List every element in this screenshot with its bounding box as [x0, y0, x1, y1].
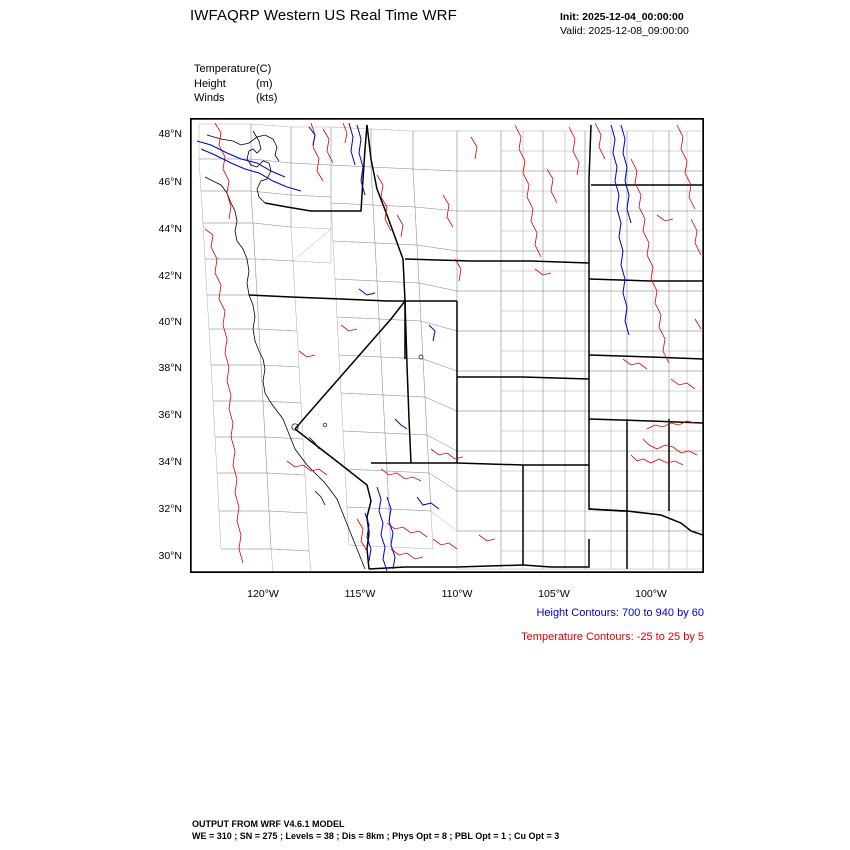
state-boundaries — [249, 125, 703, 569]
lat-tick-48n: 48°N — [158, 128, 182, 140]
lat-tick-38n: 38°N — [158, 362, 182, 374]
lat-tick-44n: 44°N — [158, 223, 182, 235]
units-legend — [194, 62, 277, 106]
model-output-footer — [192, 818, 559, 842]
height-contours-legend: Height Contours: 700 to 940 by 60 — [536, 607, 704, 619]
page-title: IWFAQRP Western US Real Time WRF — [190, 7, 457, 24]
units-winds-label: Winds — [194, 92, 225, 104]
map-markers — [292, 355, 423, 430]
units-height-unit: (m) — [256, 77, 273, 90]
lat-tick-42n: 42°N — [158, 270, 182, 282]
units-row-winds — [194, 91, 277, 106]
map-svg — [191, 119, 703, 572]
lat-tick-36n: 36°N — [158, 409, 182, 421]
temperature-contours-legend: Temperature Contours: -25 to 25 by 5 — [521, 631, 704, 643]
footer-line-2: WE = 310 ; SN = 275 ; Levels = 38 ; Dis = 8km ; Phys Opt = 8 ; PBL Opt = 1 ; Cu Opt = 3 — [192, 831, 560, 841]
units-temperature-unit: (C) — [256, 63, 272, 75]
lon-tick-115w: 115°W — [344, 588, 376, 600]
valid-time: Valid: 2025-12-08_09:00:00 — [560, 25, 689, 37]
lon-tick-110w: 110°W — [441, 588, 473, 600]
map-plot-area — [190, 118, 704, 573]
coastline — [205, 131, 365, 569]
units-winds-unit: (kts) — [256, 92, 278, 104]
lat-tick-32n: 32°N — [158, 503, 182, 515]
lat-tick-40n: 40°N — [158, 316, 182, 328]
init-valid-block — [560, 10, 689, 38]
lon-tick-105w: 105°W — [538, 588, 570, 600]
footer-line-1: OUTPUT FROM WRF V4.6.1 MODEL — [192, 819, 345, 829]
lat-tick-34n: 34°N — [158, 456, 182, 468]
units-height-label: Height — [194, 77, 226, 90]
units-row-height — [194, 77, 277, 92]
init-time: Init: 2025-12-04_00:00:00 — [560, 11, 684, 23]
lat-tick-46n: 46°N — [158, 176, 182, 188]
lat-tick-30n: 30°N — [158, 550, 182, 562]
units-temperature-label: Temperature — [194, 63, 256, 75]
lon-tick-120w: 120°W — [247, 588, 279, 600]
units-row-temperature — [194, 62, 277, 77]
lon-tick-100w: 100°W — [635, 588, 667, 600]
